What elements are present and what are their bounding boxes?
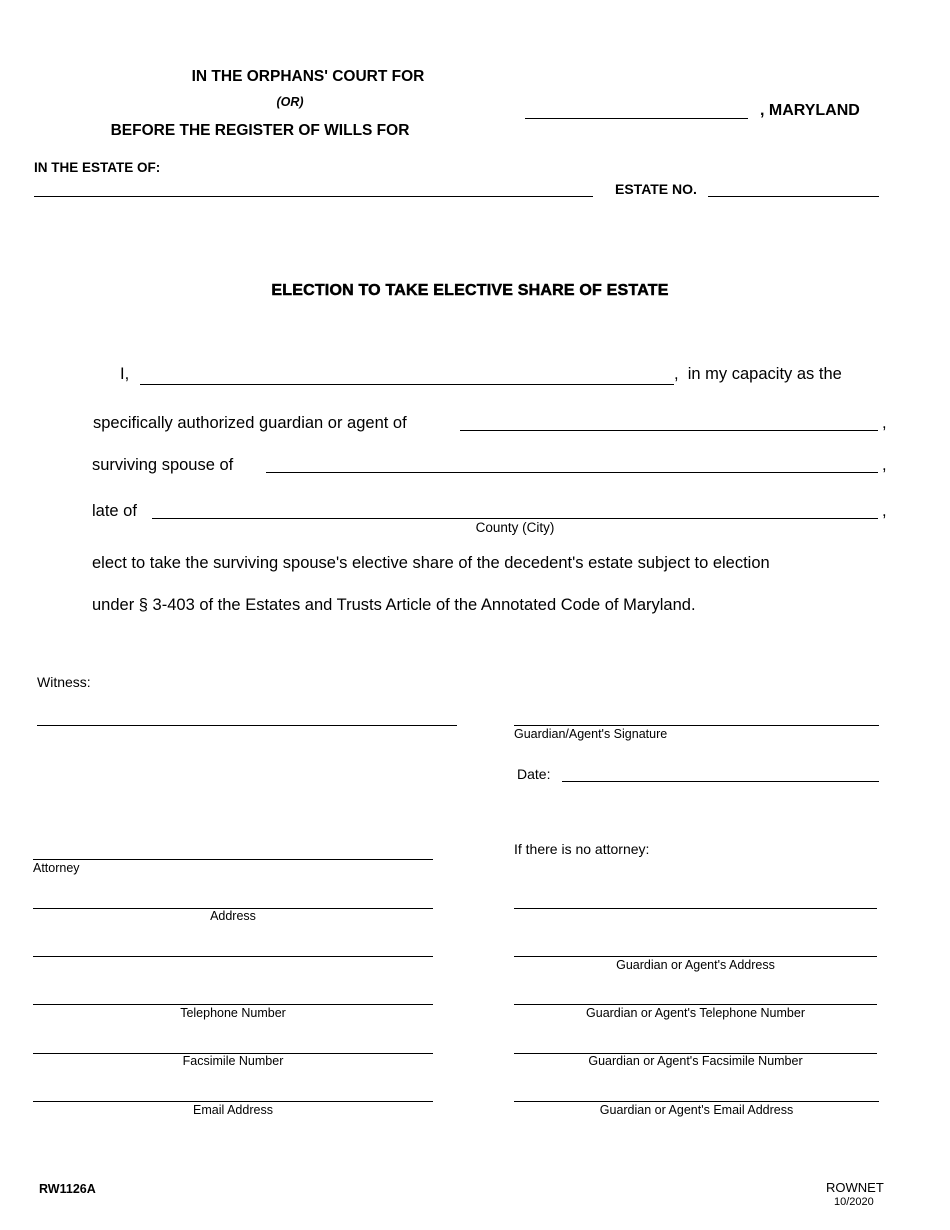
guardian-name-field[interactable] — [514, 908, 877, 909]
guardian-telephone-field[interactable] — [514, 1004, 877, 1005]
estate-of-label: IN THE ESTATE OF: — [34, 160, 161, 175]
revision-date: 10/2020 — [834, 1196, 874, 1208]
date-field[interactable] — [562, 781, 879, 782]
witness-signature-field[interactable] — [37, 725, 457, 726]
comma-1: , — [882, 414, 887, 432]
witness-label: Witness: — [37, 674, 91, 690]
attorney-telephone-field[interactable] — [33, 1004, 433, 1005]
capacity-suffix: , in my capacity as the — [674, 365, 842, 383]
elect-line-2: under § 3-403 of the Estates and Trusts Article of the Annotated Code of Maryland. — [92, 596, 696, 614]
attorney-telephone-caption: Telephone Number — [180, 1006, 286, 1020]
or-line: (OR) — [276, 95, 304, 109]
spouse-of-field[interactable] — [266, 472, 878, 473]
no-attorney-label: If there is no attorney: — [514, 841, 650, 857]
attorney-address-caption: Address — [210, 909, 256, 923]
guardian-signature-field[interactable] — [514, 725, 879, 726]
declarant-name-field[interactable] — [140, 384, 674, 385]
county-name-field[interactable] — [525, 118, 748, 119]
attorney-fax-caption: Facsimile Number — [182, 1054, 284, 1068]
guardian-telephone-caption: Guardian or Agent's Telephone Number — [586, 1006, 805, 1020]
guardian-email-field[interactable] — [514, 1101, 879, 1102]
late-of-label: late of — [92, 502, 137, 520]
attorney-address-field-2[interactable] — [33, 956, 433, 957]
guardian-of-field[interactable] — [460, 430, 878, 431]
comma-2: , — [882, 456, 887, 474]
court-line: IN THE ORPHANS' COURT FOR — [191, 68, 425, 85]
attorney-caption: Attorney — [33, 861, 80, 875]
guardian-address-field[interactable] — [514, 956, 877, 957]
attorney-email-field[interactable] — [33, 1101, 433, 1102]
page-title: ELECTION TO TAKE ELECTIVE SHARE OF ESTATE — [271, 282, 669, 299]
attorney-email-caption: Email Address — [193, 1103, 273, 1117]
register-line: BEFORE THE REGISTER OF WILLS FOR — [110, 122, 410, 139]
guardian-email-caption: Guardian or Agent's Email Address — [599, 1103, 794, 1117]
estate-name-field[interactable] — [34, 196, 593, 197]
late-of-field[interactable] — [152, 518, 878, 519]
publisher: ROWNET — [826, 1180, 884, 1195]
date-label: Date: — [517, 766, 551, 782]
guardian-address-caption: Guardian or Agent's Address — [616, 958, 775, 972]
guardian-fax-caption: Guardian or Agent's Facsimile Number — [588, 1054, 803, 1068]
comma-3: , — [882, 502, 887, 520]
elect-line-1: elect to take the surviving spouse's elective share of the decedent's estate subject to election — [92, 554, 770, 572]
guardian-signature-caption: Guardian/Agent's Signature — [514, 727, 668, 741]
county-caption: County (City) — [475, 520, 555, 535]
state-suffix: , MARYLAND — [760, 102, 860, 119]
attorney-field[interactable] — [33, 859, 433, 860]
estate-no-field[interactable] — [708, 196, 879, 197]
estate-no-label: ESTATE NO. — [615, 181, 697, 197]
form-code: RW1126A — [39, 1182, 96, 1196]
spouse-label: surviving spouse of — [92, 456, 234, 474]
i-prefix: I, — [120, 365, 130, 383]
guardian-label: specifically authorized guardian or agent of — [93, 414, 407, 432]
